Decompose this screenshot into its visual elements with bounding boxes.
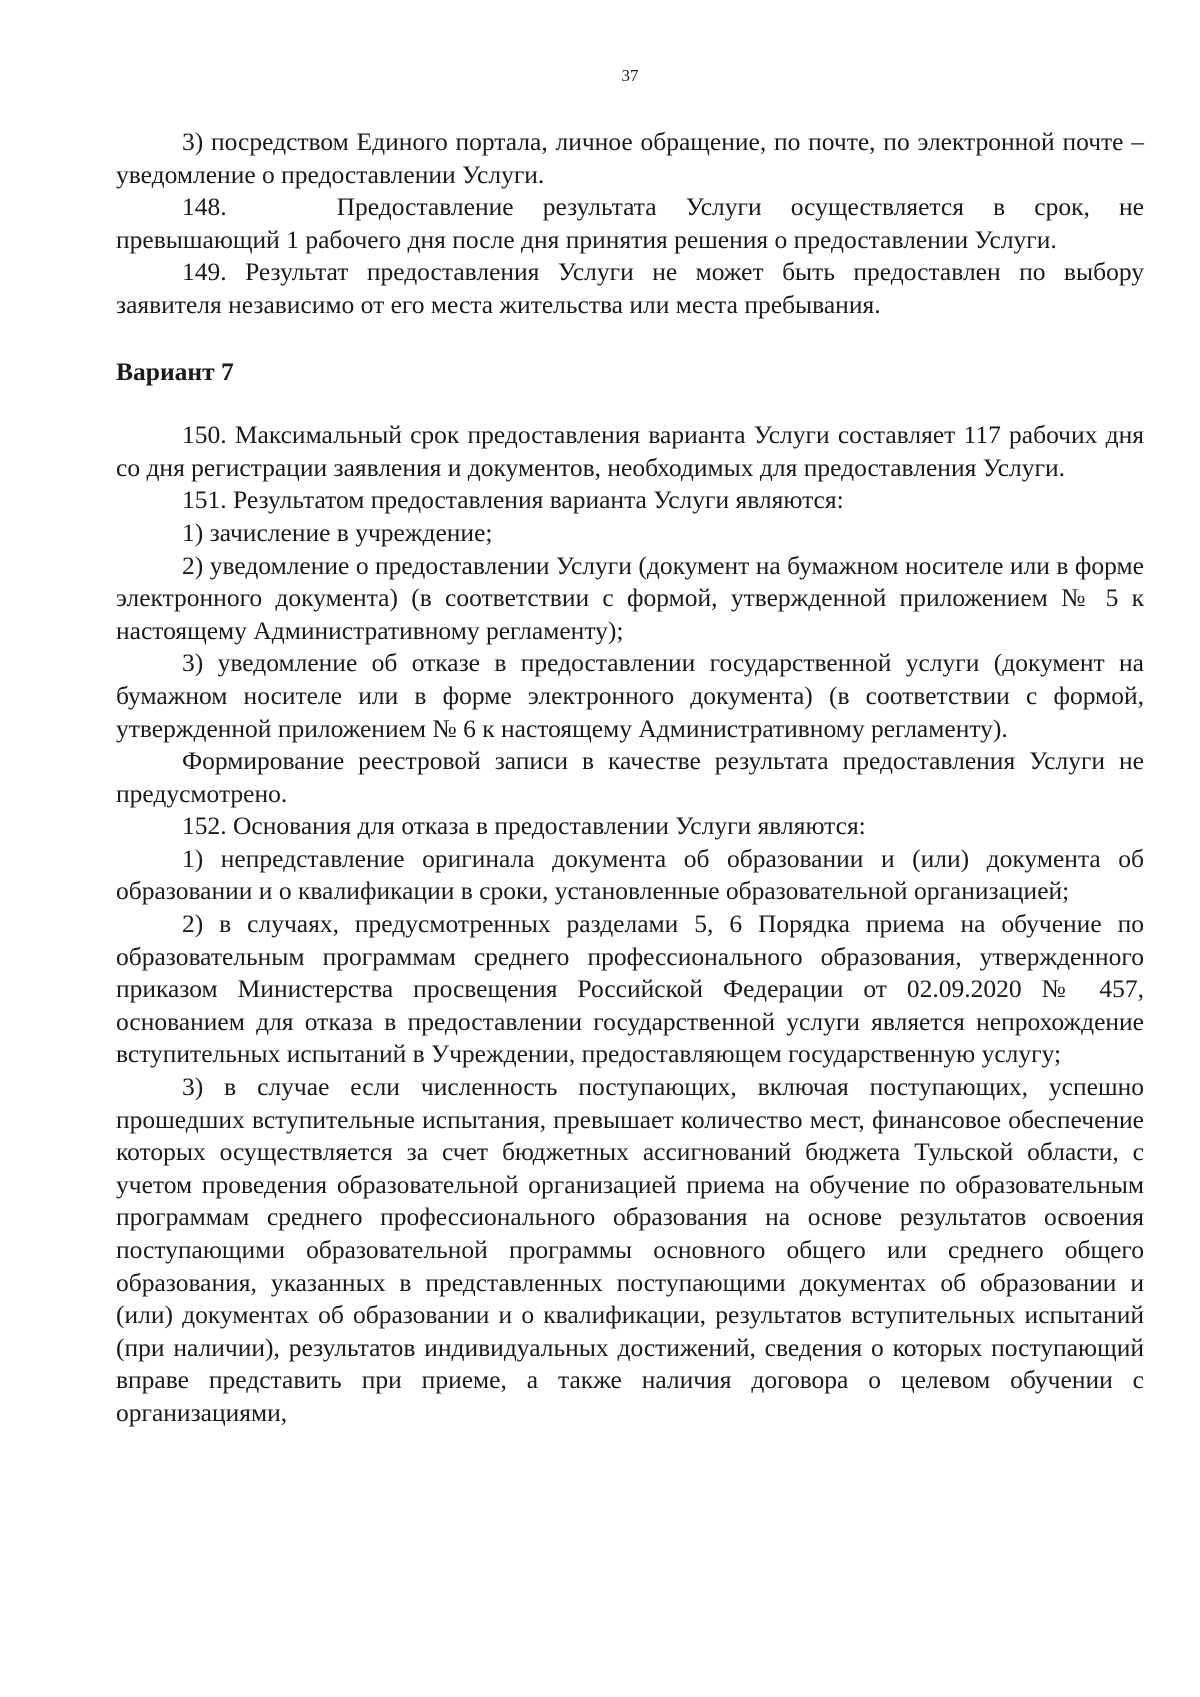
paragraph-148-number: 148. xyxy=(182,192,227,222)
paragraph-152: 152. Основания для отказа в предоставлении Услуги являются: xyxy=(182,811,866,841)
paragraph-registry-note: Формирование реестровой записи в качестве результата предоставления Услуги не предусмотрено. xyxy=(116,746,1144,808)
paragraph-151-item-2: 2) уведомление о предоставлении Услуги (документ на бумажном носителе или в форме электронного документа) (в соответствии с формой, утвержденной приложением № 5 к настоящему Административному регламенту); xyxy=(116,550,1144,645)
paragraph-148 xyxy=(116,191,1144,256)
page-number: 37 xyxy=(621,66,639,85)
paragraph-148-text: Предоставление результата Услуги осуществляется в срок, не превышающий 1 рабочего дня после дня принятия решения о предоставлении Услуги. xyxy=(116,192,1144,254)
paragraph-item-3-delivery: 3) посредством Единого портала, личное обращение, по почте, по электронной почте – уведомление о предоставлении Услуги. xyxy=(116,127,1144,189)
paragraph-150: 150. Максимальный срок предоставления варианта Услуги составляет 117 рабочих дня со дня регистрации заявления и документов, необходимых для предоставления Услуги. xyxy=(116,420,1144,482)
document-body xyxy=(116,126,1144,1430)
paragraph-149: 149. Результат предоставления Услуги не может быть предоставлен по выбору заявителя независимо от его места жительства или места пребывания. xyxy=(116,257,1144,319)
paragraph-151-item-1: 1) зачисление в учреждение; xyxy=(182,517,493,547)
paragraph-152-item-3: 3) в случае если численность поступающих, включая поступающих, успешно прошедших вступительные испытания, превышает количество мест, финансовое обеспечение которых осуществляется за счет бюджетных ассигнований бюджета Тульской области, с учетом проведения образовательной организацией приема на обучение по образовательным программам среднего профессионального образования на основе результатов освоения поступающими образовательной программы основного общего или среднего общего образования, указанных в представленных поступающими документах об образовании и (или) документах об образовании и о квалификации, результатов вступительных испытаний (при наличии), результатов индивидуальных достижений, сведения о которых поступающий вправе представить при приеме, а также наличия договора о целевом обучении с организациями, xyxy=(116,1072,1144,1427)
paragraph-152-item-1: 1) непредставление оригинала документа об образовании и (или) документа об образовании и о квалификации в сроки, установленные образовательной организацией; xyxy=(116,843,1144,906)
paragraph-151-item-3: 3) уведомление об отказе в предоставлении государственной услуги (документ на бумажном носителе или в форме электронного документа) (в соответствии с формой, утвержденной приложением № 6 к настоящему Административному регламенту). xyxy=(116,648,1144,743)
paragraph-152-item-2: 2) в случаях, предусмотренных разделами 5, 6 Порядка приема на обучение по образовательным программам среднего профессионального образования, утвержденного приказом Министерства просвещения Российской Федерации от 02.09.2020 № 457, основанием для отказа в предоставлении государственной услуги является непрохождение вступительных испытаний в Учреждении, предоставляющем государственную услугу; xyxy=(116,909,1144,1069)
section-heading: Вариант 7 xyxy=(116,356,234,386)
paragraph-151: 151. Результатом предоставления варианта Услуги являются: xyxy=(182,485,844,515)
